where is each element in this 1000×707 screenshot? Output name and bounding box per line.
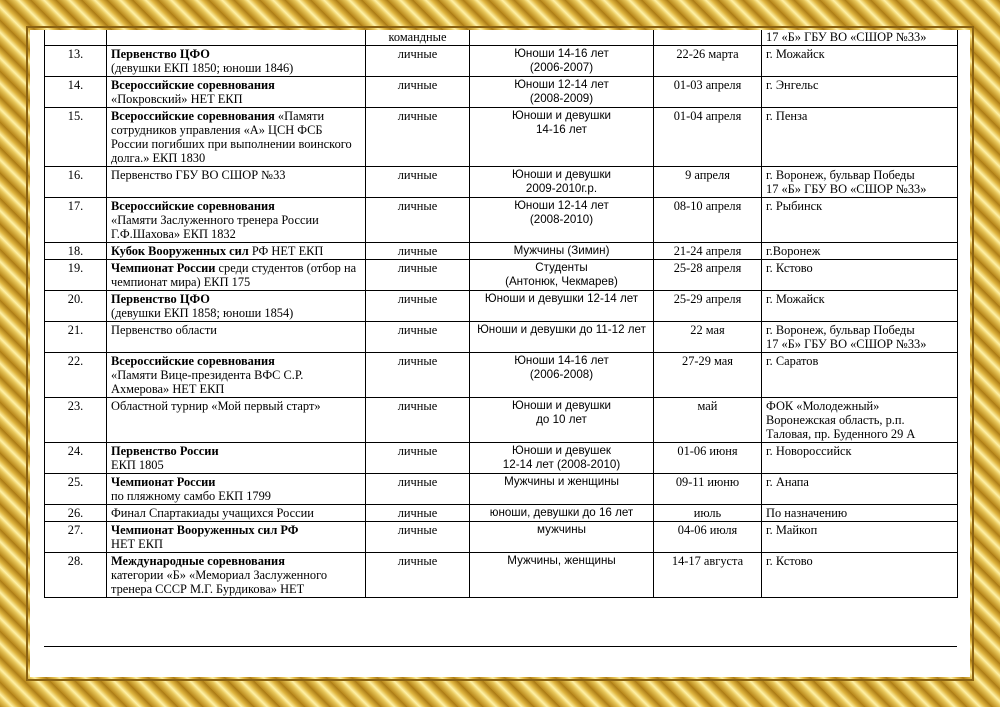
cell-place <box>762 505 958 522</box>
place-line: По назначению <box>766 506 848 520</box>
cell-participants <box>470 30 654 46</box>
cell-num: 27. <box>45 522 107 553</box>
event-detail: категории «Б» «Мемориал Заслуженного тренера СССР М.Г. Бурдикова» НЕТ <box>111 568 328 596</box>
cell-type: личные <box>366 553 470 598</box>
participants-line: до 10 лет <box>536 413 587 426</box>
cell-place <box>762 443 958 474</box>
cell-participants <box>470 322 654 353</box>
cell-num: 20. <box>45 291 107 322</box>
cell-type: личные <box>366 443 470 474</box>
cell-event <box>107 474 366 505</box>
cell-participants <box>470 260 654 291</box>
cell-participants <box>470 198 654 243</box>
participants-line: (Антонюк, Чекмарев) <box>505 275 618 288</box>
place-line: г. Рыбинск <box>766 199 823 213</box>
cell-participants <box>470 474 654 505</box>
cell-num: 16. <box>45 167 107 198</box>
table-row <box>45 398 958 443</box>
participants-line: Юноши 12-14 лет <box>514 199 609 212</box>
cell-event <box>107 291 366 322</box>
cell-type: личные <box>366 522 470 553</box>
event-detail: НЕТ ЕКП <box>111 537 163 551</box>
cell-date: 01-04 апреля <box>654 108 762 167</box>
table-row <box>45 322 958 353</box>
cell-event <box>107 108 366 167</box>
cell-num: 28. <box>45 553 107 598</box>
event-title: Чемпионат Вооруженных сил РФ <box>111 523 299 537</box>
place-line: г. Можайск <box>766 292 825 306</box>
cell-date: 21-24 апреля <box>654 243 762 260</box>
event-detail: «Покровский» НЕТ ЕКП <box>111 92 243 106</box>
participants-line: Юноши 14-16 лет <box>514 354 609 367</box>
event-detail: Первенство ГБУ ВО СШОР №33 <box>111 168 286 182</box>
event-title: Чемпионат России <box>111 261 216 275</box>
cell-date: май <box>654 398 762 443</box>
cell-type: личные <box>366 398 470 443</box>
participants-line: Юноши 12-14 лет <box>514 78 609 91</box>
cell-participants <box>470 243 654 260</box>
cell-num: 22. <box>45 353 107 398</box>
event-detail: среди студентов (отбор на чемпионат мира) ЕКП 175 <box>111 261 357 289</box>
participants-line: Мужчины (Зимин) <box>513 244 610 257</box>
cell-type: личные <box>366 353 470 398</box>
document-page <box>30 30 970 677</box>
cell-type: личные <box>366 260 470 291</box>
table-row <box>45 291 958 322</box>
cell-place <box>762 167 958 198</box>
table-row-continued <box>45 30 958 46</box>
cell-type: личные <box>366 322 470 353</box>
cell-place <box>762 398 958 443</box>
cell-participants <box>470 77 654 108</box>
event-detail: (девушки ЕКП 1858; юноши 1854) <box>111 306 294 320</box>
cell-place <box>762 553 958 598</box>
event-title: Кубок Вооруженных сил <box>111 244 249 258</box>
place-line: г. Саратов <box>766 354 819 368</box>
event-title: Всероссийские соревнования <box>111 109 275 123</box>
cell-num: 18. <box>45 243 107 260</box>
table-row <box>45 108 958 167</box>
cell-event <box>107 243 366 260</box>
cell-place <box>762 322 958 353</box>
place-line: ФОК «Молодежный» <box>766 399 880 413</box>
event-title: Первенство России <box>111 444 219 458</box>
participants-line: юноши, девушки до 16 лет <box>489 506 634 519</box>
cell-event <box>107 167 366 198</box>
cell-event <box>107 398 366 443</box>
table-row <box>45 353 958 398</box>
cell-date: 25-28 апреля <box>654 260 762 291</box>
cell-participants <box>470 291 654 322</box>
event-detail: Финал Спартакиады учащихся России <box>111 506 314 520</box>
cell-place <box>762 198 958 243</box>
cell-place <box>762 108 958 167</box>
cell-participants <box>470 46 654 77</box>
table-row <box>45 46 958 77</box>
place-line: Таловая, пр. Буденного 29 А <box>766 427 916 441</box>
place-line: г. Воронеж, бульвар Победы <box>766 168 915 182</box>
cell-num: 25. <box>45 474 107 505</box>
place-line: г. Новороссийск <box>766 444 852 458</box>
cell-num: 13. <box>45 46 107 77</box>
cell-participants <box>470 167 654 198</box>
place-line: г. Кстово <box>766 261 813 275</box>
cell-event <box>107 46 366 77</box>
place-line: г. Можайск <box>766 47 825 61</box>
cell-participants <box>470 108 654 167</box>
place-line: 17 «Б» ГБУ ВО «СШОР №33» <box>766 337 927 351</box>
place-line: г.Воронеж <box>766 244 821 258</box>
table-body <box>45 30 958 598</box>
event-title: Чемпионат России <box>111 475 216 489</box>
cell-participants <box>470 505 654 522</box>
cell-place <box>762 260 958 291</box>
cell-date: 9 апреля <box>654 167 762 198</box>
cell-event <box>107 77 366 108</box>
cell-num <box>45 30 107 46</box>
event-title: Международные соревнования <box>111 554 285 568</box>
cell-num: 26. <box>45 505 107 522</box>
cell-num: 17. <box>45 198 107 243</box>
place-line: г. Воронеж, бульвар Победы <box>766 323 915 337</box>
cell-num: 15. <box>45 108 107 167</box>
cell-place <box>762 243 958 260</box>
cell-type: личные <box>366 46 470 77</box>
cell-event <box>107 553 366 598</box>
participants-line: Юноши и девушки <box>511 168 612 181</box>
cell-place <box>762 522 958 553</box>
cell-type: личные <box>366 108 470 167</box>
schedule-sheet <box>44 30 957 647</box>
table-row <box>45 260 958 291</box>
cell-place <box>762 291 958 322</box>
place-line: г. Кстово <box>766 554 813 568</box>
event-title: Первенство ЦФО <box>111 292 210 306</box>
cell-event <box>107 505 366 522</box>
cell-event <box>107 322 366 353</box>
participants-line: 12-14 лет (2008-2010) <box>502 458 621 471</box>
participants-line: Юноши и девушки до 11-12 лет <box>477 323 646 336</box>
competition-schedule-table <box>44 30 958 598</box>
table-row <box>45 522 958 553</box>
place-line: г. Анапа <box>766 475 809 489</box>
cell-place <box>762 77 958 108</box>
place-line: Воронежская область, р.п. <box>766 413 905 427</box>
event-detail: по пляжному самбо ЕКП 1799 <box>111 489 271 503</box>
cell-date: 14-17 августа <box>654 553 762 598</box>
cell-num: 19. <box>45 260 107 291</box>
cell-event <box>107 198 366 243</box>
cell-type: командные <box>366 30 470 46</box>
participants-line: Юноши и девушки 12-14 лет <box>484 292 639 305</box>
cell-event <box>107 353 366 398</box>
cell-type: личные <box>366 291 470 322</box>
event-detail: ЕКП 1805 <box>111 458 164 472</box>
participants-line: 2009-2010г.р. <box>525 182 598 195</box>
cell-type: личные <box>366 198 470 243</box>
cell-date: 01-03 апреля <box>654 77 762 108</box>
event-detail: «Памяти Заслуженного тренера России Г.Ф.Шахова» ЕКП 1832 <box>111 213 319 241</box>
event-title: Всероссийские соревнования <box>111 199 275 213</box>
participants-line: Юноши 14-16 лет <box>514 47 609 60</box>
cell-num: 14. <box>45 77 107 108</box>
cell-participants <box>470 522 654 553</box>
cell-date: 27-29 мая <box>654 353 762 398</box>
participants-line: (2006-2007) <box>529 61 594 74</box>
table-row <box>45 443 958 474</box>
participants-line: Юноши и девушки <box>511 399 612 412</box>
cell-num: 21. <box>45 322 107 353</box>
event-detail: «Памяти Вице-президента ВФС С.Р. Ахмерова» НЕТ ЕКП <box>111 368 304 396</box>
place-line: г. Энгельс <box>766 78 819 92</box>
cell-date: 01-06 июня <box>654 443 762 474</box>
cell-place <box>762 353 958 398</box>
cell-participants <box>470 353 654 398</box>
cell-event <box>107 522 366 553</box>
cell-date <box>654 30 762 46</box>
participants-line: 14-16 лет <box>535 123 587 136</box>
table-row <box>45 553 958 598</box>
cell-date: 04-06 июля <box>654 522 762 553</box>
participants-line: Мужчины, женщины <box>507 554 616 567</box>
participants-line: Юноши и девушек <box>512 444 611 457</box>
cell-place <box>762 474 958 505</box>
event-title: Первенство ЦФО <box>111 47 210 61</box>
table-row <box>45 474 958 505</box>
event-title: Всероссийские соревнования <box>111 354 275 368</box>
cell-date: 25-29 апреля <box>654 291 762 322</box>
cell-type: личные <box>366 77 470 108</box>
cell-event <box>107 443 366 474</box>
cell-num: 24. <box>45 443 107 474</box>
cell-place <box>762 46 958 77</box>
place-line: г. Пенза <box>766 109 808 123</box>
place-line: 17 «Б» ГБУ ВО «СШОР №33» <box>766 182 927 196</box>
event-detail: «Памяти сотрудников управления «А» ЦСН ФСБ России погибших при выполнении воинского долга.» ЕКП 1830 <box>111 109 352 165</box>
cell-participants <box>470 443 654 474</box>
cell-date: июль <box>654 505 762 522</box>
table-row <box>45 77 958 108</box>
cell-date: 09-11 июню <box>654 474 762 505</box>
cell-place: 17 «Б» ГБУ ВО «СШОР №33» <box>762 30 958 46</box>
table-row <box>45 167 958 198</box>
cell-type: личные <box>366 243 470 260</box>
participants-line: (2008-2010) <box>529 213 594 226</box>
cell-participants <box>470 398 654 443</box>
cell-participants <box>470 553 654 598</box>
table-row <box>45 505 958 522</box>
participants-line: (2008-2009) <box>529 92 594 105</box>
cell-date: 22-26 марта <box>654 46 762 77</box>
cell-date: 08-10 апреля <box>654 198 762 243</box>
cell-date: 22 мая <box>654 322 762 353</box>
cell-num: 23. <box>45 398 107 443</box>
event-detail: РФ НЕТ ЕКП <box>248 244 324 258</box>
event-detail: (девушки ЕКП 1850; юноши 1846) <box>111 61 294 75</box>
participants-line: Студенты <box>535 261 588 274</box>
event-detail: Областной турнир «Мой первый старт» <box>111 399 321 413</box>
participants-line: мужчины <box>537 523 586 536</box>
cell-type: личные <box>366 505 470 522</box>
cell-event <box>107 260 366 291</box>
table-row <box>45 198 958 243</box>
cell-type: личные <box>366 474 470 505</box>
table-row <box>45 243 958 260</box>
cell-event <box>107 30 366 46</box>
event-detail: Первенство области <box>111 323 217 337</box>
cell-type: личные <box>366 167 470 198</box>
participants-line: Юноши и девушки <box>511 109 612 122</box>
participants-line: (2006-2008) <box>529 368 594 381</box>
participants-line: Мужчины и женщины <box>504 475 619 488</box>
event-title: Всероссийские соревнования <box>111 78 275 92</box>
place-line: г. Майкоп <box>766 523 818 537</box>
